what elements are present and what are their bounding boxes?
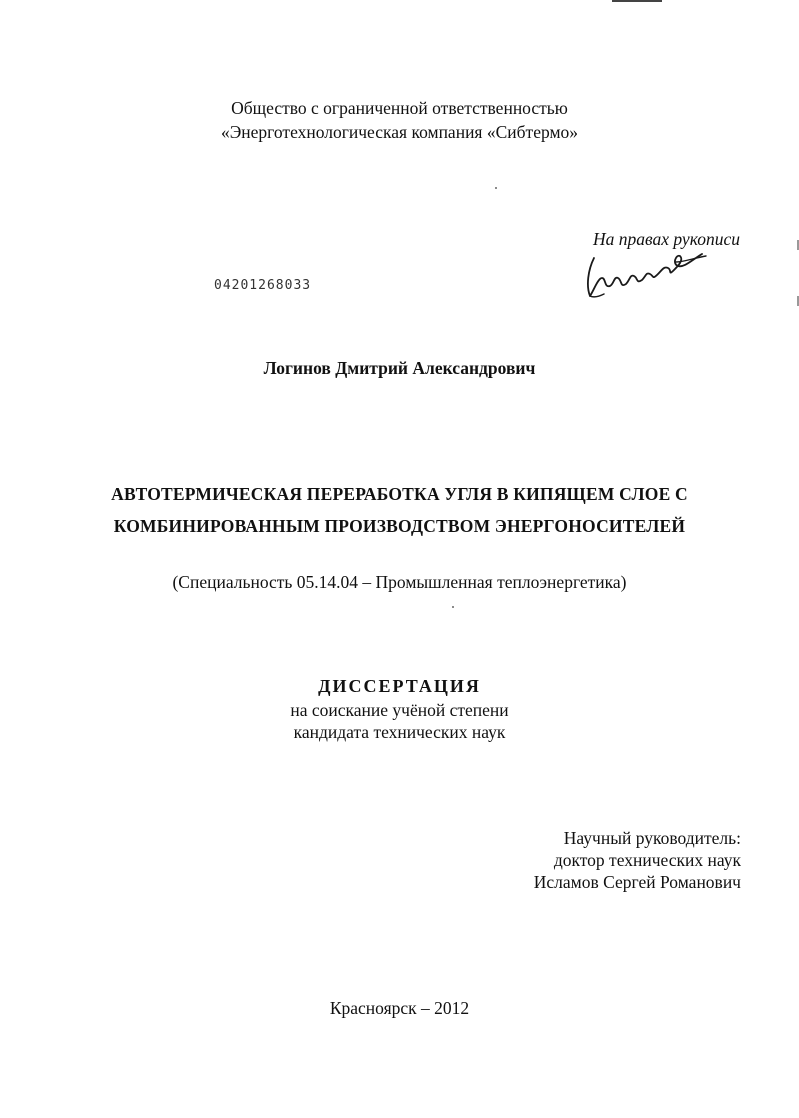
scan-speck — [495, 187, 497, 189]
specialty-line: (Специальность 05.14.04 – Промышленная теплоэнергетика) — [172, 572, 627, 592]
degree-line-1: на соискание учёной степени — [290, 700, 509, 720]
scan-artifact-top — [612, 0, 662, 2]
advisor-name: Исламов Сергей Романович — [533, 872, 741, 892]
registration-number: 04201268033 — [214, 278, 312, 293]
city-year: Красноярск – 2012 — [329, 998, 470, 1018]
manuscript-note: На правах рукописи — [593, 229, 740, 249]
dissertation-title-line-2: КОМБИНИРОВАННЫМ ПРОИЗВОДСТВОМ ЭНЕРГОНОСИТЕЛЕЙ — [113, 516, 686, 536]
organization-line-2: «Энерготехнологическая компания «Сибтермо» — [220, 122, 579, 142]
advisor-label: Научный руководитель: — [563, 828, 741, 848]
organization-line-1: Общество с ограниченной ответственностью — [231, 98, 568, 118]
author-name: Логинов Дмитрий Александрович — [263, 358, 536, 378]
dissertation-title-line-1: АВТОТЕРМИЧЕСКАЯ ПЕРЕРАБОТКА УГЛЯ В КИПЯЩЕМ СЛОЕ С — [111, 484, 688, 504]
document-type-heading: ДИССЕРТАЦИЯ — [318, 676, 481, 696]
advisor-degree: доктор технических наук — [553, 850, 741, 870]
scan-speck — [452, 606, 454, 608]
handwritten-signature — [580, 244, 710, 304]
degree-line-2: кандидата технических наук — [293, 722, 506, 742]
